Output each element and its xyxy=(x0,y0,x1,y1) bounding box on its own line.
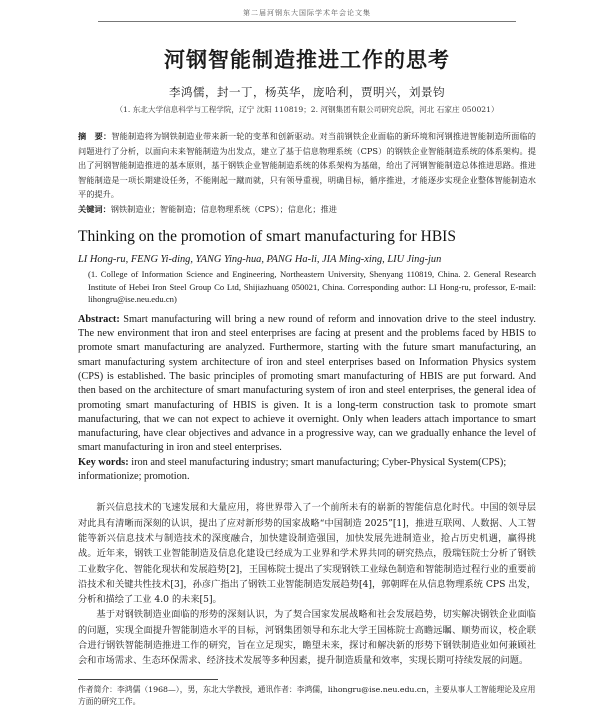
english-affiliation: (1. College of Information Science and Engineering, Northeastern University, Shenyang 110819, China. 2. General Research Institute of Hebei Iron Steel Group Co Ltd, Shijiazhuang 050021, China. Corresponding author: LI Hong-ru, professor, E-mail: lihongru@ise.neu.edu.cn) xyxy=(88,268,536,305)
chinese-authors: 李鸿儒，封一丁，杨英华，庞哈利，贾明兴，刘景钧 xyxy=(169,85,445,99)
chinese-title: 河钢智能制造推进工作的思考 xyxy=(164,48,450,72)
english-keywords-label: Key words: xyxy=(78,456,129,468)
body-paragraph-2: 基于对钢铁制造业面临的形势的深刻认识，为了契合国家发展战略和社会发展趋势，切实解决钢铁企业面临的问题，实现全面提升智能制造水平的目标，河钢集团领导和东北大学王国栋院士高瞻远瞩、顺势而议，校企联合进行钢铁智能制造推进工作的研究，旨在立足现实，瞻望未来，探讨和解决新的形势下钢铁制造业如何兼顾社会和市场需求、生态环保需求、经济技术发展等多种因素，提升制造质量和效率，实现长期可持续发展的问题。 xyxy=(78,609,536,667)
author-footnote: 作者简介：李鸿儒（1968—），男，东北大学教授，通讯作者：李鸿儒，lihongru@ise.neu.edu.cn，主要从事人工智能理论及应用方面的研究工作。 xyxy=(78,684,536,706)
running-head: 第二届河钢东大国际学术年会论文集 xyxy=(98,8,516,22)
chinese-keywords xyxy=(78,202,536,216)
english-title: Thinking on the promotion of smart manufacturing for HBIS xyxy=(78,227,456,245)
english-abstract-text: Smart manufacturing will bring a new round of reform and innovation drive to the steel industry. The new environment that iron and steel enterprises are facing at present and the problems faced by HBIS to promote smart manufacturing are analyzed. Furthermore, starting with the future smart manufacturing, an smart manufacturing system architecture of iron and steel enterprises based on Information Physics system (CPS) is established. The basic principles of promoting smart manufacturing of HBIS are put forward. And then based on the architecture of smart manufacturing system of iron and steel enterprises, the general idea of promoting smart manufacturing of HBIS is given. It is a long-term construction task to promote smart manufacturing, that we can not expect to achieve it overnight. Only when leaders attach importance to smart manufacturing, have clear objectives and advance in a progressive way, can we gradually enhance the level of smart manufacturing in iron and steel enterprises. xyxy=(78,313,537,454)
english-authors: LI Hong-ru, FENG Yi-ding, YANG Ying-hua, PANG Ha-li, JIA Ming-xing, LIU Jing-jun xyxy=(78,253,442,265)
chinese-abstract-label: 摘 要： xyxy=(78,131,112,141)
english-abstract xyxy=(78,313,536,456)
chinese-affiliation: （1. 东北大学信息科学与工程学院，辽宁 沈阳 110819；2. 河钢集团有限公司研究总院，河北 石家庄 050021） xyxy=(115,105,499,114)
chinese-keywords-text: 钢铁制造业；智能制造；信息物理系统（CPS）；信息化；推进 xyxy=(110,203,337,214)
chinese-abstract-text: 智能制造将为钢铁制造业带来新一轮的变革和创新驱动。对当前钢铁企业面临的新环境和河钢推进智能制造所面临的问题进行了分析，以面向未来智能制造为出发点，建立了基于信息物理系统（CPS）的钢铁企业智能制造系统的体系架构。提出了河钢智能制造推进的基本原则，基于钢铁企业智能制造系统的体系架构为基础，给出了河钢智能制造总体推进思路。推进智能制造是一项长期建设任务，不能刚起一蹴而就，只有领导重视，明确目标，循序推进，才能逐步实现企业整体智能制造水平的提升。 xyxy=(78,131,536,200)
footnote-rule xyxy=(78,679,218,680)
english-keywords-text: iron and steel manufacturing industry; smart manufacturing; Cyber-Physical System(CPS); informationize; promotion. xyxy=(78,456,507,483)
chinese-abstract xyxy=(78,129,536,202)
chinese-keywords-label: 关键词： xyxy=(78,203,111,214)
body-paragraph-1: 新兴信息技术的飞速发展和大量应用，将世界带入了一个前所未有的崭新的智能信息化时代。中国的领导层对此具有清晰而深刻的认识，提出了应对新形势的国家战略“中国制造 2025”[1]，推进互联网、人数据、人工智能等新兴信息技术与制造技术的深度融合，加快建设制造强国，加快发展先进制造业，抢占历史机遇，赢得挑战。近年来，钢铁工业智能制造及信息化建设已经成为工业界和学术界共同的研究热点，殷瑞钰院士分析了钢铁工业数字化、智能化现状和发展趋势[2]，王国栋院士提出了实现钢铁工业绿色制造和智能制造过程行业的重要前沿技术和关键共性技术[3]，孙彦广指出了钢铁工业智能制造发展趋势[4]，郭朝晖在从信息物理系统 CPS 出发，分析和描绘了工业 4.0 的未来[5]。 xyxy=(78,502,536,606)
english-keywords xyxy=(78,456,536,485)
english-abstract-label: Abstract: xyxy=(78,313,120,325)
